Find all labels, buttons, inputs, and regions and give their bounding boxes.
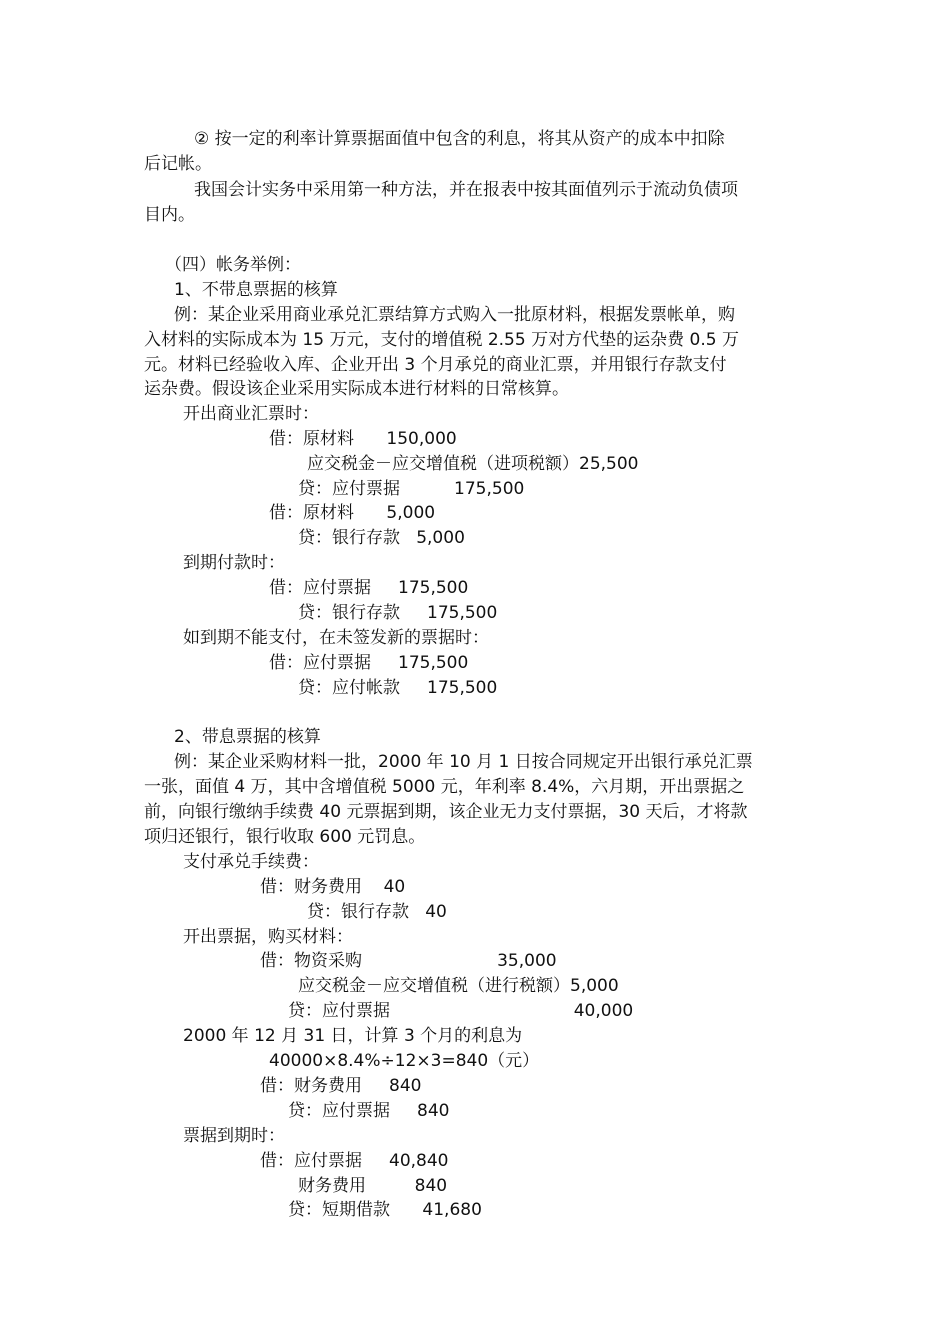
example-line: 例：某企业采购材料一批，2000 年 10 月 1 日按合同规定开出银行承兑汇票: [174, 752, 753, 772]
subsection-heading: 1、不带息票据的核算: [174, 280, 338, 300]
journal-entry: 贷：应付票据 40,000: [288, 1001, 634, 1021]
journal-entry: 贷：短期借款 41,680: [288, 1200, 482, 1220]
paragraph-line: 目内。: [144, 205, 195, 225]
journal-entry: 贷：应付票据 840: [288, 1101, 450, 1121]
step-label: 票据到期时：: [183, 1126, 285, 1146]
step-label: 到期付款时：: [183, 553, 285, 573]
journal-entry: 借：应付票据 40,840: [260, 1151, 449, 1171]
journal-entry: 借：财务费用 40: [260, 877, 406, 897]
journal-entry: 应交税金－应交增值税（进项税额）25,500: [307, 454, 639, 474]
journal-entry: 借：应付票据 175,500: [269, 578, 469, 598]
journal-entry: 借：原材料 150,000: [269, 429, 457, 449]
example-line: 前，向银行缴纳手续费 40 元票据到期，该企业无力支付票据，30 天后，才将款: [144, 802, 748, 822]
paragraph-line: 我国会计实务中采用第一种方法，并在报表中按其面值列示于流动负债项: [194, 180, 738, 200]
journal-entry: 贷：银行存款 40: [307, 902, 447, 922]
section-heading: （四）帐务举例：: [165, 255, 301, 275]
journal-entry: 借：原材料 5,000: [269, 503, 436, 523]
step-label: 开出商业汇票时：: [183, 404, 319, 424]
step-label: 如到期不能支付，在未签发新的票据时：: [183, 628, 489, 648]
step-label: 支付承兑手续费：: [183, 852, 319, 872]
example-line: 入材料的实际成本为 15 万元，支付的增值税 2.55 万对方代垫的运杂费 0.5 万: [144, 330, 739, 350]
journal-entry: 贷：应付票据 175,500: [298, 479, 525, 499]
journal-entry: 贷：银行存款 5,000: [298, 528, 465, 548]
example-line: 项归还银行，银行收取 600 元罚息。: [144, 827, 426, 847]
journal-entry: 贷：银行存款 175,500: [298, 603, 498, 623]
example-line: 例：某企业采用商业承兑汇票结算方式购入一批原材料，根据发票帐单，购: [174, 305, 735, 325]
paragraph-line: 后记帐。: [144, 154, 212, 174]
example-line: 运杂费。假设该企业采用实际成本进行材料的日常核算。: [144, 379, 569, 399]
journal-entry: 财务费用 840: [298, 1176, 448, 1196]
journal-entry: 借：应付票据 175,500: [269, 653, 469, 673]
paragraph-line: ② 按一定的利率计算票据面值中包含的利息，将其从资产的成本中扣除: [194, 129, 725, 149]
journal-entry: 贷：应付帐款 175,500: [298, 678, 498, 698]
step-label: 开出票据，购买材料：: [183, 927, 353, 947]
formula: 40000×8.4%÷12×3=840（元）: [269, 1051, 540, 1071]
example-line: 元。材料已经验收入库、企业开出 3 个月承兑的商业汇票，并用银行存款支付: [144, 355, 727, 375]
example-line: 一张，面值 4 万，其中含增值税 5000 元，年利率 8.4%，六月期，开出票据之: [144, 777, 745, 797]
step-label: 2000 年 12 月 31 日，计算 3 个月的利息为: [183, 1026, 523, 1046]
journal-entry: 应交税金－应交增值税（进行税额）5,000: [298, 976, 619, 996]
journal-entry: 借：物资采购 35,000: [260, 951, 557, 971]
subsection-heading: 2、带息票据的核算: [174, 727, 321, 747]
journal-entry: 借：财务费用 840: [260, 1076, 422, 1096]
